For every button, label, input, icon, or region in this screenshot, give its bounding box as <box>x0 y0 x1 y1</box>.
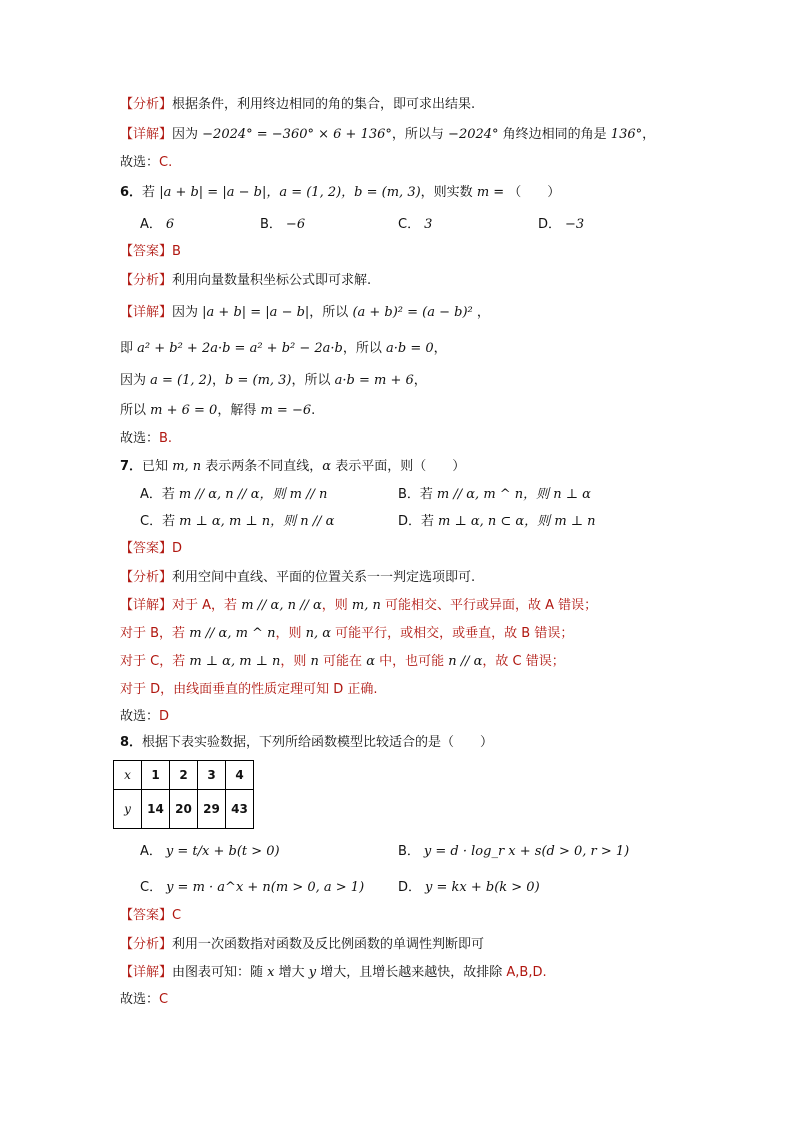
option-q7b <box>398 486 591 504</box>
text-line-l6 <box>120 272 371 290</box>
text-line-l9 <box>120 372 427 390</box>
table-cell: 2 <box>170 761 198 790</box>
text-span: ，则 <box>280 654 311 669</box>
option-label: C．若 <box>140 514 176 529</box>
text-span: ，所以 <box>342 341 387 356</box>
text-line-l12 <box>120 458 465 476</box>
table-cell: x <box>114 761 142 790</box>
text-span: 已知 <box>142 459 173 474</box>
text-span: B. <box>159 431 173 446</box>
text-line-l7 <box>120 304 490 322</box>
math-expression: m = −6 <box>260 403 312 418</box>
text-span: 由图表可知：随 <box>172 965 268 980</box>
text-span: 【详解】 <box>120 305 173 320</box>
text-span: = （ ） <box>489 185 561 200</box>
math-expression: −2024° <box>448 127 499 142</box>
option-q6a <box>140 216 174 234</box>
text-span: 若 <box>142 185 160 200</box>
text-span: ，故 C 错误； <box>482 654 565 669</box>
option-q7d <box>398 513 596 531</box>
text-span: 对于 B，若 <box>120 626 190 641</box>
option-label: A．若 <box>140 487 175 502</box>
option-q8d <box>398 879 540 897</box>
option-q6b <box>260 216 305 234</box>
text-span: 【分析】 <box>120 273 173 288</box>
text-span: 故选： <box>120 992 160 1007</box>
math-expression: 136° <box>610 127 643 142</box>
text-span: 利用空间中直线、平面的位置关系一一判定选项即可. <box>172 570 476 585</box>
text-line-l18 <box>120 681 378 699</box>
math-expression: m ⊥ α, m ⊥ n <box>189 654 281 669</box>
text-line-l11 <box>120 430 172 448</box>
option-text: y = t/x + b(t > 0) <box>165 844 280 859</box>
option-text: m ⊥ α, n ⊂ α，则 m ⊥ n <box>438 514 596 529</box>
math-expression: |a + b| = |a − b|，a = (1, 2)，b = (m, 3) <box>159 185 421 200</box>
text-span: 【答案】 <box>120 541 173 556</box>
text-span: 因为 <box>172 127 203 142</box>
option-label: B．若 <box>398 487 433 502</box>
math-expression: n <box>310 654 319 669</box>
option-q6c <box>398 216 432 234</box>
text-span: 增大，且增长越来越快，故排除 <box>316 965 507 980</box>
math-expression: y <box>308 965 317 980</box>
math-expression: α <box>366 654 375 669</box>
option-label: D． <box>538 217 562 232</box>
text-span: 故选： <box>120 709 160 724</box>
text-span: ，解得 <box>217 403 261 418</box>
math-expression: a = (1, 2) <box>150 373 212 388</box>
text-span: ，所以 <box>291 373 335 388</box>
text-span: 因为 <box>172 305 203 320</box>
table-cell: 1 <box>142 761 170 790</box>
option-text: y = d · log_r x + s(d > 0, r > 1) <box>423 844 630 859</box>
text-span: D <box>172 541 183 556</box>
text-line-l2 <box>120 126 655 144</box>
math-expression: m <box>476 185 490 200</box>
option-q8a <box>140 843 280 861</box>
text-span: 【详解】 <box>120 965 173 980</box>
table-cell: 4 <box>226 761 254 790</box>
text-span: D <box>159 709 170 724</box>
table-cell: 14 <box>142 790 170 829</box>
text-span: C <box>159 992 169 1007</box>
text-span: ，所以 <box>309 305 353 320</box>
text-line-l21 <box>120 907 181 925</box>
option-q7a <box>140 486 327 504</box>
text-span: ， <box>472 305 490 320</box>
table-cell: 29 <box>198 790 226 829</box>
text-span: C. <box>159 155 173 170</box>
math-expression: n // α <box>448 654 483 669</box>
text-span: 对于 D，由线面垂直的性质定理可知 D 正确. <box>120 682 378 697</box>
math-expression: b = (m, 3) <box>225 373 292 388</box>
text-line-l14 <box>120 569 475 587</box>
text-span: 中，也可能 <box>374 654 449 669</box>
math-expression: m, n <box>172 459 202 474</box>
text-span: 故选： <box>120 155 160 170</box>
text-span: . <box>311 403 316 418</box>
text-line-l17 <box>120 653 565 671</box>
text-line-l20 <box>120 734 493 752</box>
option-q8c <box>140 879 364 897</box>
text-span: 【详解】 <box>120 127 173 142</box>
text-span: ， <box>433 341 447 356</box>
text-span: 【分析】 <box>120 97 173 112</box>
text-span: 即 <box>120 341 138 356</box>
text-span: 表示平面，则（ ） <box>331 459 466 474</box>
option-label: C． <box>140 880 163 895</box>
math-expression: n, α <box>305 626 332 641</box>
option-text: 3 <box>424 217 433 232</box>
option-label: C． <box>398 217 421 232</box>
option-text: m // α, n // α，则 m // n <box>178 487 328 502</box>
text-span: ，则 <box>321 598 352 613</box>
table-row-y <box>114 790 254 829</box>
table-cell: y <box>114 790 142 829</box>
option-text: −6 <box>285 217 306 232</box>
text-line-l15 <box>120 597 597 615</box>
option-text: m // α, m ^ n，则 n ⊥ α <box>436 487 591 502</box>
option-label: B． <box>398 844 420 859</box>
text-span: 【答案】 <box>120 908 173 923</box>
text-line-l1 <box>120 96 475 114</box>
table-cell: 43 <box>226 790 254 829</box>
table-row-x <box>114 761 254 790</box>
text-line-l4 <box>120 184 560 202</box>
option-q8b <box>398 843 629 861</box>
option-label: A． <box>140 844 162 859</box>
option-text: y = m · a^x + n(m > 0, a > 1) <box>166 880 365 895</box>
math-expression: |a + b| = |a − b| <box>202 305 310 320</box>
text-span: 因为 <box>120 373 151 388</box>
option-label: A． <box>140 217 162 232</box>
option-label: B． <box>260 217 282 232</box>
option-label: D． <box>398 880 422 895</box>
math-expression: α <box>322 459 332 474</box>
option-text: −3 <box>565 217 585 232</box>
text-span: 表示两条不同直线， <box>201 459 323 474</box>
text-span: 根据下表实验数据，下列所给函数模型比较适合的是（ ） <box>142 735 494 750</box>
text-line-l24 <box>120 991 168 1009</box>
text-span: 【详解】 <box>120 598 173 613</box>
text-span: 可能相交、平行或异面，故 A 错误； <box>380 598 598 613</box>
text-span: 【分析】 <box>120 570 173 585</box>
option-text: m ⊥ α, m ⊥ n，则 n // α <box>179 514 335 529</box>
text-span: A,B,D. <box>506 965 547 980</box>
table-cell: 3 <box>198 761 226 790</box>
text-span: 故选： <box>120 431 160 446</box>
text-span: 可能平行，或相交，或垂直，故 B 错误； <box>331 626 574 641</box>
math-expression: m + 6 = 0 <box>150 403 218 418</box>
math-expression: a·b = m + 6 <box>334 373 414 388</box>
text-line-l10 <box>120 402 315 420</box>
text-span: 6． <box>120 185 143 200</box>
math-expression: m // α, n // α <box>241 598 322 613</box>
option-q6d <box>538 216 584 234</box>
text-line-l22 <box>120 936 484 954</box>
text-span: ， <box>642 127 656 142</box>
text-span: B <box>172 244 181 259</box>
text-line-l23 <box>120 964 547 982</box>
math-expression: a·b = 0 <box>386 341 434 356</box>
option-q7c <box>140 513 334 531</box>
text-line-l13 <box>120 540 182 558</box>
option-text: 6 <box>165 217 175 232</box>
text-line-l5 <box>120 243 181 261</box>
text-span: 可能在 <box>318 654 367 669</box>
text-span: 【答案】 <box>120 244 173 259</box>
text-span: 对于 A，若 <box>172 598 242 613</box>
text-line-l8 <box>120 340 447 358</box>
text-span: 利用向量数量积坐标公式即可求解. <box>172 273 372 288</box>
experiment-data-table <box>113 760 254 829</box>
text-span: ， <box>413 373 427 388</box>
text-span: 对于 C，若 <box>120 654 190 669</box>
text-span: C <box>172 908 182 923</box>
text-span: 利用一次函数指对函数及反比例函数的单调性判断即可 <box>172 937 485 952</box>
math-expression: (a + b)² = (a − b)² <box>352 305 473 320</box>
text-span: 【分析】 <box>120 937 173 952</box>
math-expression: m // α, m ^ n <box>189 626 276 641</box>
text-line-l16 <box>120 625 573 643</box>
text-span: 7． <box>120 459 143 474</box>
option-text: y = kx + b(k > 0) <box>425 880 540 895</box>
math-expression: x <box>267 965 275 980</box>
text-span: ，则 <box>275 626 306 641</box>
text-line-l19 <box>120 708 169 726</box>
text-span: 8． <box>120 735 143 750</box>
math-expression: a² + b² + 2a·b = a² + b² − 2a·b <box>137 341 343 356</box>
option-label: D．若 <box>398 514 435 529</box>
text-span: 根据条件，利用终边相同的角的集合，即可求出结果. <box>172 97 476 112</box>
text-span: 所以 <box>120 403 151 418</box>
text-span: 增大 <box>274 965 309 980</box>
math-expression: −2024° = −360° × 6 + 136° <box>202 127 392 142</box>
text-span: ，所以与 <box>391 127 449 142</box>
math-expression: m, n <box>351 598 381 613</box>
text-line-l3 <box>120 154 172 172</box>
text-span: 角终边相同的角是 <box>498 127 611 142</box>
table-cell: 20 <box>170 790 198 829</box>
text-span: ，则实数 <box>420 185 477 200</box>
text-span: ， <box>212 373 226 388</box>
